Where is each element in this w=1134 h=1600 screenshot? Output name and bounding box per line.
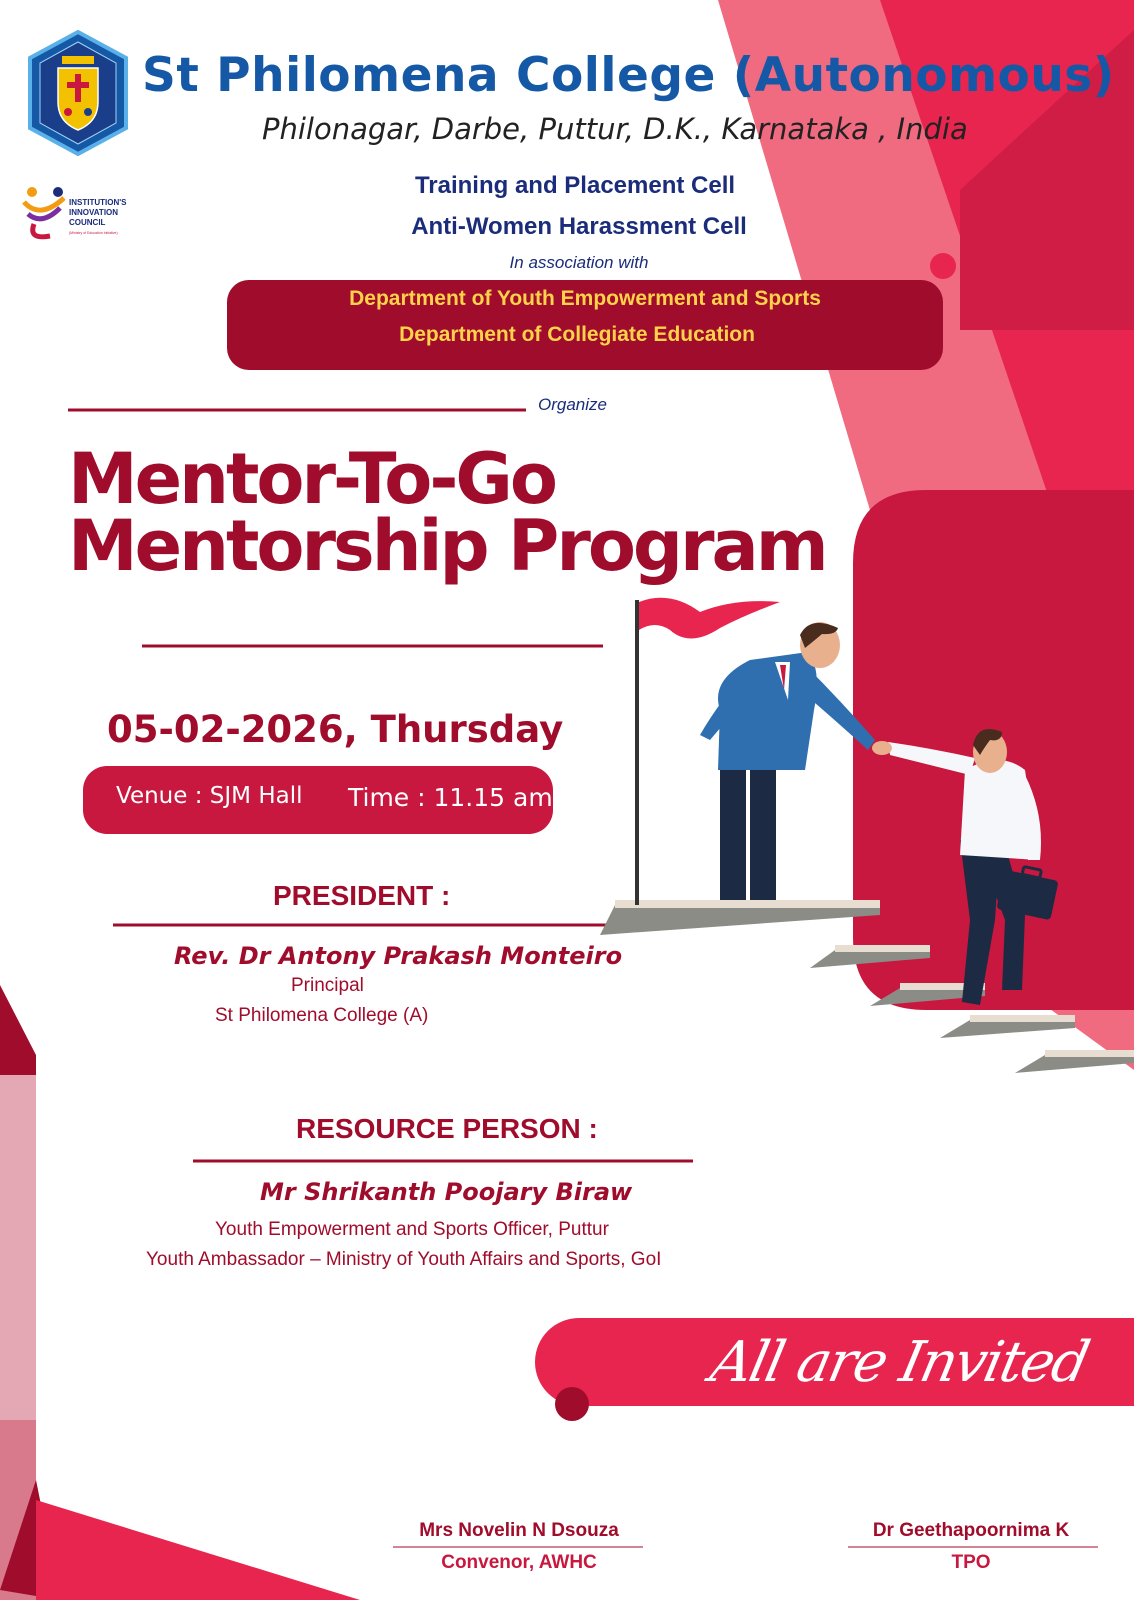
event-date: 05-02-2026, Thursday xyxy=(107,708,564,751)
resource-person-name: Mr Shrikanth Poojary Biraw xyxy=(260,1178,633,1206)
college-crest-icon xyxy=(26,30,130,156)
department-collegiate-education: Department of Collegiate Education xyxy=(399,323,755,346)
president-label: PRESIDENT : xyxy=(273,880,451,911)
stairs-icon xyxy=(600,900,1134,1073)
mentor-figure-icon xyxy=(700,622,875,900)
mentorship-illustration xyxy=(600,590,1134,1090)
association-text: In association with xyxy=(509,253,649,272)
invitation-dot xyxy=(555,1387,589,1421)
signatory-1-role: Convenor, AWHC xyxy=(441,1552,597,1573)
college-address: Philonagar, Darbe, Puttur, D.K., Karnataka , India xyxy=(262,112,968,146)
department-youth-empowerment: Department of Youth Empowerment and Sports xyxy=(349,287,821,310)
event-time: Time : 11.15 am xyxy=(348,783,553,812)
signatory-2-name: Dr Geethapoornima K xyxy=(872,1520,1070,1541)
resource-person-designation-2: Youth Ambassador – Ministry of Youth Affairs and Sports, GoI xyxy=(146,1249,662,1270)
event-title-line-2: Mentorship Program xyxy=(68,505,826,587)
event-title-line-1: Mentor-To-Go xyxy=(68,438,555,520)
event-venue: Venue : SJM Hall xyxy=(116,783,303,809)
president-role: Principal xyxy=(291,975,364,996)
resource-person-designation-1: Youth Empowerment and Sports Officer, Puttur xyxy=(215,1219,609,1240)
iic-logo-subtext: (Ministry of Education Initiative) xyxy=(69,231,118,235)
resource-person-label: RESOURCE PERSON : xyxy=(296,1113,598,1144)
organizer-placement-cell: Training and Placement Cell xyxy=(414,172,736,199)
president-name: Rev. Dr Antony Prakash Monteiro xyxy=(174,942,623,970)
iic-logo-text: INSTITUTION'S INNOVATION COUNCIL xyxy=(69,198,127,227)
organizer-harassment-cell: Anti-Women Harassment Cell xyxy=(411,213,747,240)
organize-text: Organize xyxy=(538,395,607,414)
invitation-text: All are Invited xyxy=(705,1330,1094,1395)
bottom-left-red-wedge xyxy=(36,1500,360,1600)
mentee-figure-icon xyxy=(872,729,1041,1005)
president-organization: St Philomena College (A) xyxy=(215,1005,429,1026)
signatory-2-role: TPO xyxy=(951,1552,991,1573)
signatory-1-name: Mrs Novelin N Dsouza xyxy=(419,1520,619,1541)
college-name: St Philomena College (Autonomous) xyxy=(142,48,1115,103)
